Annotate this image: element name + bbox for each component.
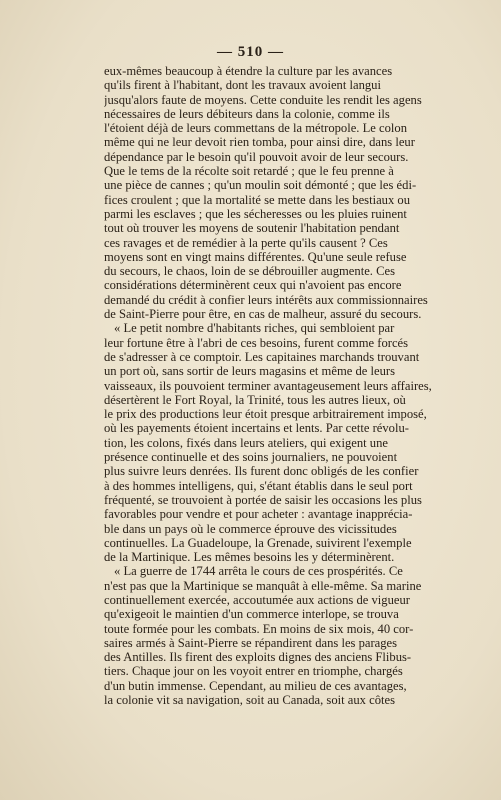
text-line: le prix des productions leur étoit presque arbitrairement imposé, [104,407,427,422]
text-line: une pièce de cannes ; qu'un moulin soit démonté ; que les édi- [104,178,417,193]
text-line: vaisseaux, ils pouvoient terminer avantageusement leurs affaires, [104,378,432,393]
page-number: — 510 — [217,44,284,60]
text-line: eux-mêmes beaucoup à étendre la culture par les avances [104,64,393,78]
text-line: désertèrent le Fort Royal, la Trinité, tous les autres lieux, où [104,392,406,407]
text-line: de s'adresser à ce comptoir. Les capitaines marchands trouvant [104,349,420,364]
text-line: même qui ne leur devoit rien tomba, pour ainsi dire, dans leur [104,135,415,150]
text-line: de la Martinique. Les mêmes besoins les y déterminèrent. [104,550,395,565]
text-line: la colonie vit sa navigation, soit au Canada, soit aux côtes [104,693,395,708]
text-line: fréquenté, se trouvoient à portée de saisir les occasions les plus [104,492,422,507]
text-line: d'un butin immense. Cependant, au milieu de ces avantages, [104,678,407,693]
text-line: saires armés à Saint-Pierre se répandirent dans les parages [104,635,398,650]
text-line: un port où, sans sortir de leurs magasins et même de leurs [104,364,395,379]
body-text [104,64,441,707]
text-line: toute formée pour les combats. En moins de six mois, 40 cor- [104,621,414,636]
text-line: n'est pas que la Martinique se manquât à elle-même. Sa marine [104,578,422,593]
text-line: fices croulent ; que la mortalité se mette dans les bestiaux ou [104,192,411,207]
text-line: qu'ils firent à l'habitant, dont les travaux avoient langui [104,78,381,93]
text-line: moyens sont en vingt mains différentes. Qu'une seule refuse [104,249,407,264]
text-line: où les payements étoient incertains et lents. Par cette révolu- [104,421,409,436]
text-line: demandé du crédit à confier leurs intérêts aux commissionnaires [104,292,428,307]
text-line: du secours, le chaos, loin de se débrouiller augmente. Ces [104,264,395,279]
text-line: à des hommes intelligens, qui, s'étant établis dans le seul port [104,478,413,493]
text-line: tout où trouver les moyens de soutenir l'habitation pendant [104,221,400,236]
text-line: tiers. Chaque jour on les voyoit entrer en triomphe, chargés [104,664,403,679]
text-line: nécessaires de leurs débiteurs dans la colonie, comme ils [104,106,390,121]
text-line: Que le tems de la récolte soit retardé ; que le feu prenne à [104,164,394,179]
text-line: ces ravages et de remédier à la perte qu'ils causent ? Ces [104,235,388,250]
text-line: ble dans un pays où le commerce éprouve des vicissitudes [104,521,397,536]
text-line: qu'exigeoit le maintien d'un commerce interlope, se trouva [104,607,399,622]
text-line: dépendance par le besoin qu'il pouvoit avoir de leur secours. [104,149,409,164]
text-line: considérations déterminèrent ceux qui n'avoient pas encore [104,278,402,293]
text-line: des Antilles. Ils firent des exploits dignes des anciens Flibus- [104,650,412,665]
text-line: jusqu'alors faute de moyens. Cette conduite les rendit les agens [104,92,422,107]
text-line: parmi les esclaves ; que les sécheresses ou les pluies ruinent [104,206,407,221]
text-line: l'étoient déjà de leurs commettans de la métropole. Le colon [104,121,408,136]
text-line: « La guerre de 1744 arrêta le cours de ces prospérités. Ce [114,564,403,579]
text-line: continuelles. La Guadeloupe, la Grenade, suivirent l'exemple [104,535,412,550]
text-line: continuellement exercée, accoutumée aux actions de vigueur [104,592,410,607]
text-line: leur fortune être à l'abri de ces besoins, furent comme forcés [104,335,409,350]
text-line: présence continuelle et des soins journaliers, ne pouvoient [104,450,398,465]
text-line: de Saint-Pierre pour être, en cas de malheur, assuré du secours. [104,307,422,322]
text-line: favorables pour vendre et pour acheter : avantage inappréciа- [104,507,413,522]
text-line: tion, les colons, fixés dans leurs ateliers, qui exigent une [104,435,388,450]
text-line: plus suivre leurs denrées. Ils furent donc obligés de les confier [104,464,419,479]
text-line: « Le petit nombre d'habitants riches, qui sembloient par [114,321,395,336]
